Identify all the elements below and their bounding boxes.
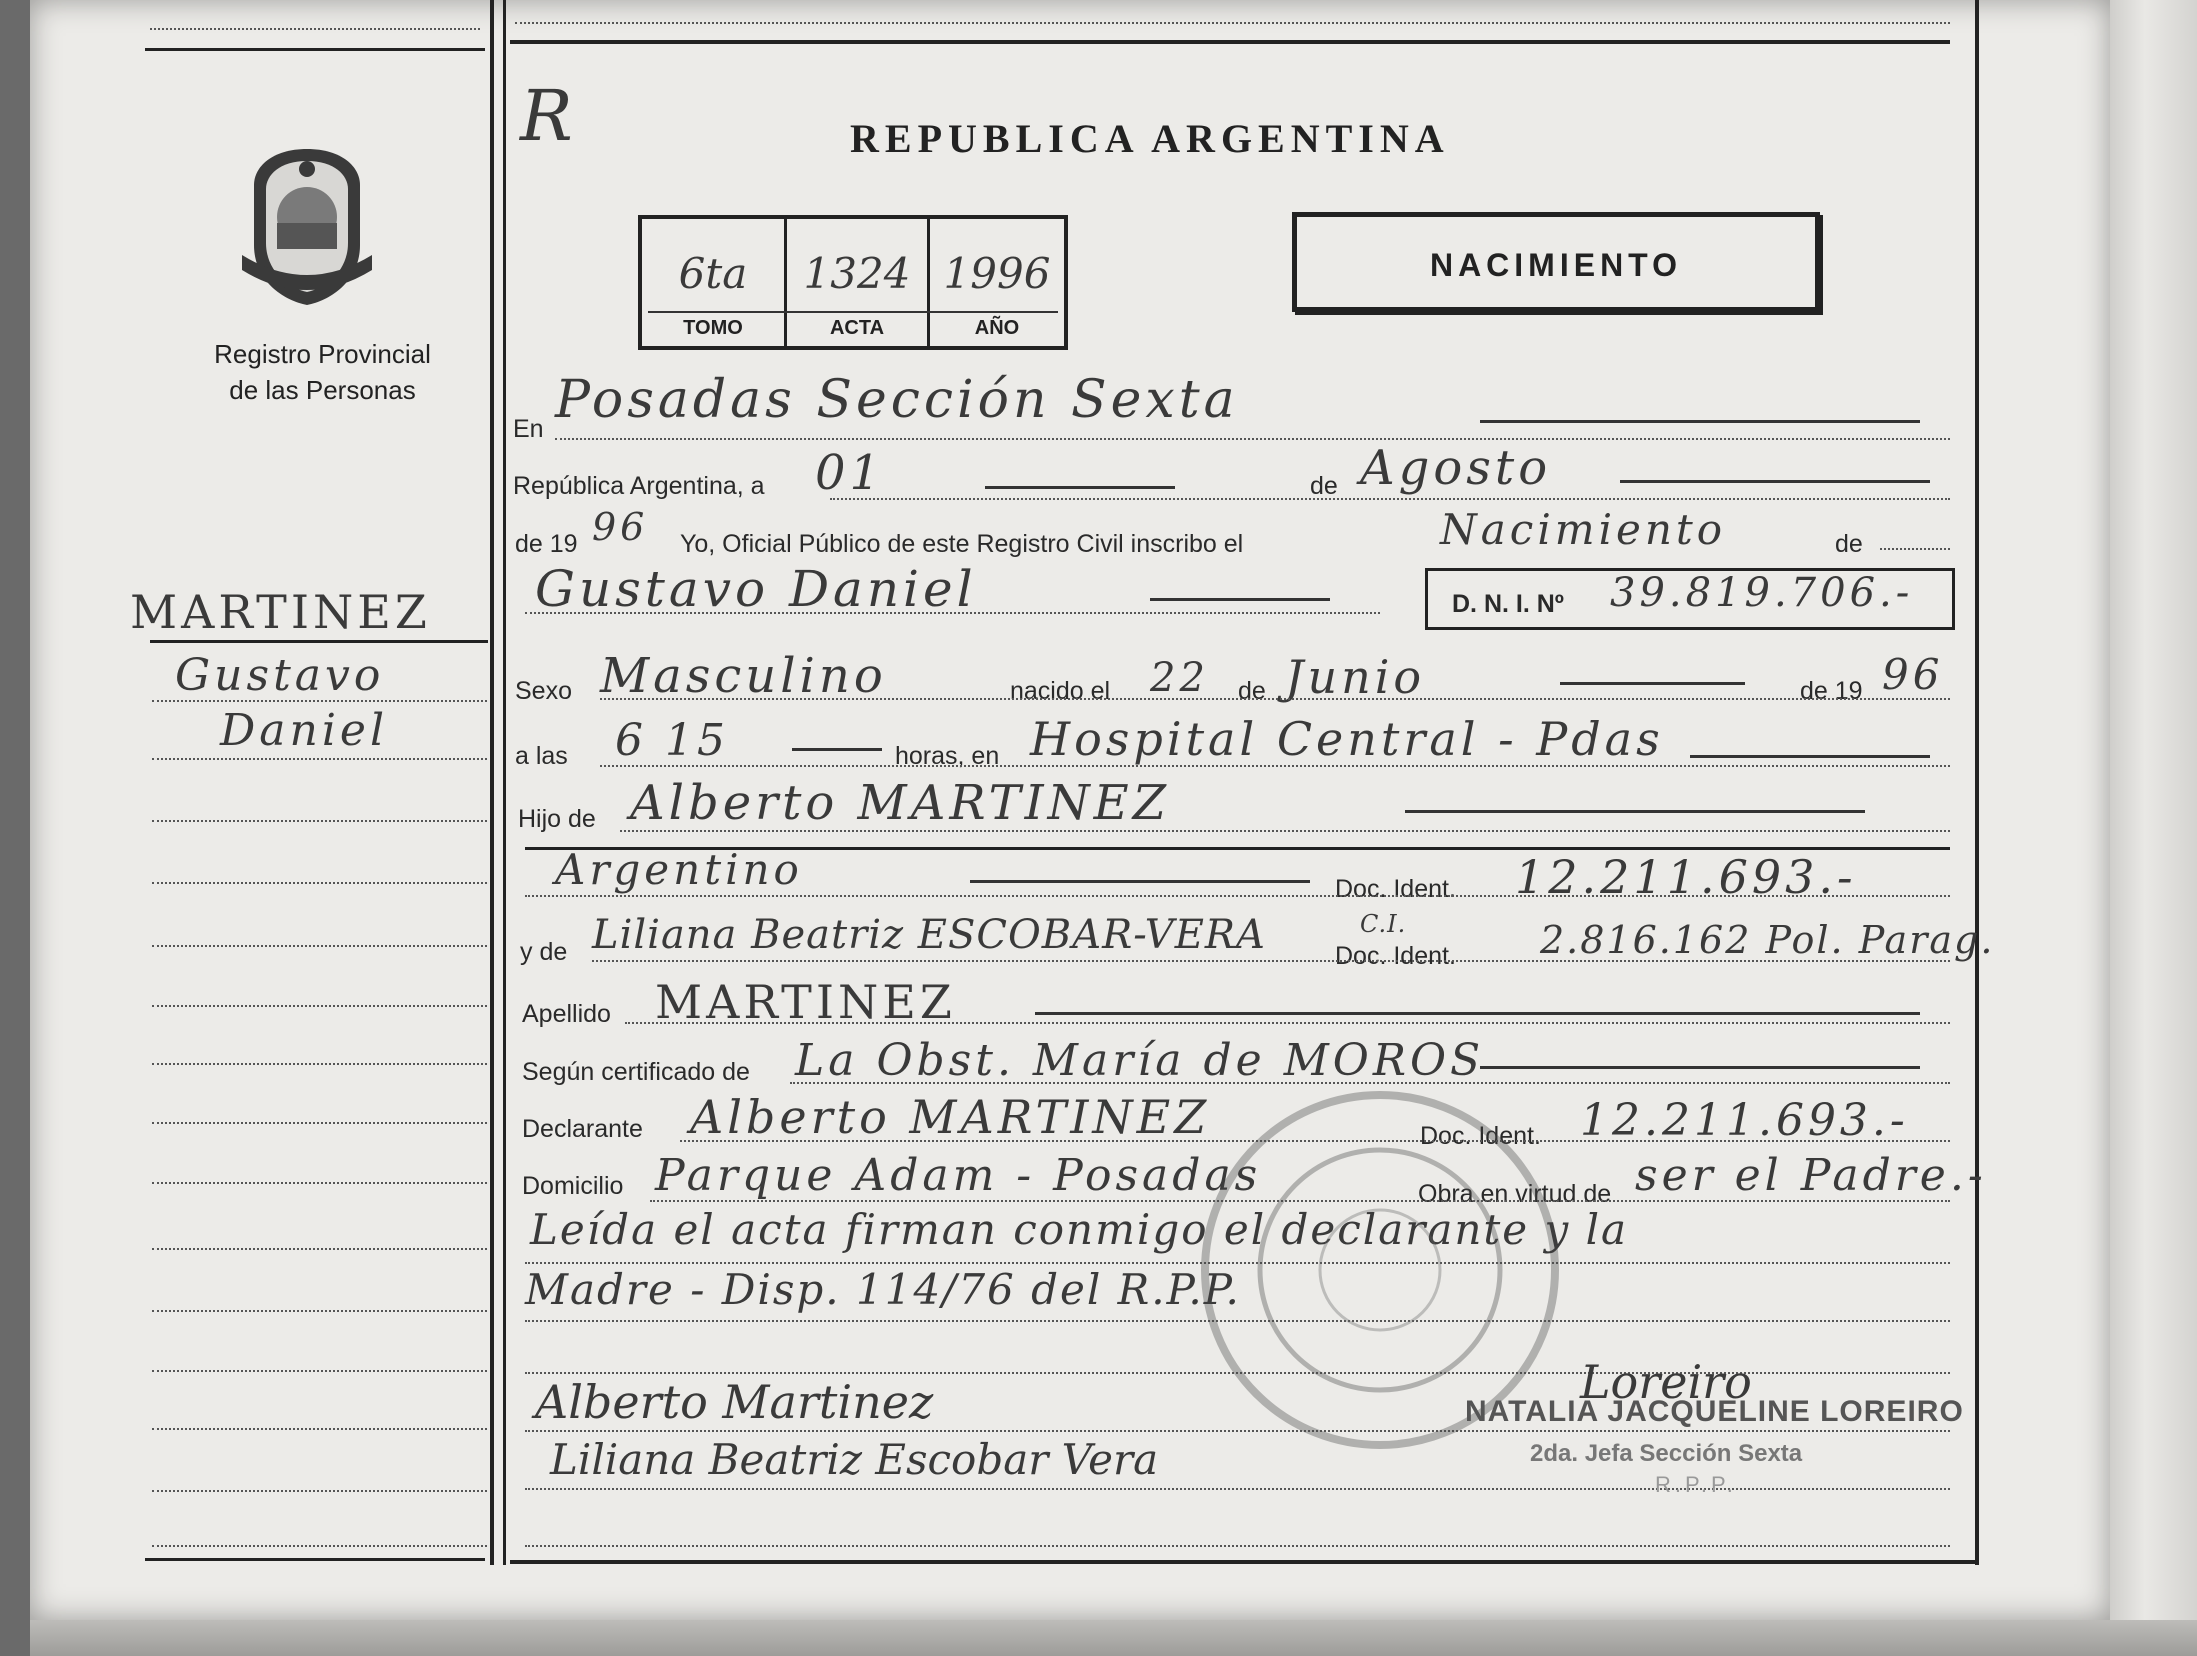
field-address: Parque Adam - Posadas	[655, 1150, 1262, 1201]
margin-line	[152, 1428, 487, 1430]
registry-name	[160, 336, 485, 408]
label-a-las: a las	[515, 742, 568, 770]
label-de-19-birth: de 19	[1800, 677, 1863, 705]
margin-line	[152, 1545, 487, 1547]
label-segun: Según certificado de	[522, 1058, 750, 1086]
field-father-nationality: Argentino	[555, 845, 803, 894]
field-place: Posadas Sección Sexta	[555, 370, 1239, 430]
form-top-rule	[510, 40, 1950, 44]
label-doc-ident-mother: Doc. Ident.	[1335, 942, 1456, 970]
field-birth-day: 22	[1150, 655, 1209, 701]
column-divider	[490, 0, 494, 1565]
signature-mother: Liliana Beatriz Escobar Vera	[550, 1435, 1159, 1484]
form-bottom-rule	[510, 1560, 1975, 1564]
margin-line	[152, 1122, 487, 1124]
row-dots	[830, 498, 1950, 500]
margin-first-name: Gustavo	[175, 650, 385, 701]
official-sub: R.P.P.	[1655, 1472, 1737, 1497]
official-role: 2da. Jefa Sección Sexta	[1530, 1440, 1803, 1467]
margin-line	[152, 1182, 487, 1184]
registry-name-line2: de las Personas	[229, 375, 416, 405]
field-sex: Masculino	[600, 648, 887, 704]
margin-middle-name: Daniel	[220, 705, 389, 756]
field-father-doc: 12.211.693.-	[1515, 850, 1857, 904]
label-de-month: de	[1310, 472, 1338, 500]
margin-line	[152, 1248, 487, 1250]
field-dni: 39.819.706.-	[1610, 570, 1914, 616]
row-dots	[525, 895, 1950, 897]
blank-line	[1480, 1066, 1920, 1069]
tomo-cell	[642, 219, 784, 346]
row-dots	[525, 612, 1380, 614]
label-domicilio: Domicilio	[522, 1172, 624, 1200]
label-horas-en: horas, en	[895, 742, 1000, 770]
label-declarante: Declarante	[522, 1115, 643, 1143]
label-de-event: de	[1835, 530, 1863, 558]
field-day: 01	[815, 445, 885, 501]
acta-value: 1324	[803, 249, 911, 298]
field-month: Agosto	[1360, 440, 1552, 496]
field-birth-month: Junio	[1285, 650, 1426, 704]
blank-line	[1150, 598, 1330, 601]
blank-line	[1560, 682, 1745, 685]
anio-label: AÑO	[974, 317, 1020, 339]
document-type: NACIMIENTO	[1429, 247, 1683, 283]
form-left-border	[503, 0, 506, 1565]
field-note-line2: Madre - Disp. 114/76 del R.P.P.	[525, 1265, 1241, 1314]
row-dots	[555, 438, 1950, 440]
field-year-suffix: 96	[592, 505, 649, 549]
blank-line	[792, 748, 882, 751]
label-sexo: Sexo	[515, 677, 572, 705]
label-y-de: y de	[520, 938, 568, 966]
label-nacido-el: nacido el	[1010, 677, 1111, 705]
blank-line	[1690, 755, 1930, 758]
field-note-line1: Leída el acta firman conmigo el declarante y la	[530, 1205, 1629, 1254]
row-dots	[600, 765, 1950, 767]
margin-bottom-rule	[145, 1558, 485, 1561]
form-right-border	[1975, 0, 1979, 1565]
record-number-box	[638, 215, 1068, 350]
margin-line	[152, 758, 487, 760]
label-dni: D. N. I. Nº	[1452, 590, 1564, 618]
page-edge-right	[2110, 0, 2197, 1656]
margin-note-rule	[150, 640, 488, 643]
row-dots	[625, 1022, 1950, 1024]
margin-top-rule	[145, 48, 485, 51]
signature-father: Alberto Martinez	[535, 1375, 934, 1429]
field-declarant-doc: 12.211.693.-	[1580, 1095, 1909, 1146]
field-mother-doc: 2.816.162 Pol. Parag.	[1540, 918, 1995, 962]
record-rule	[648, 311, 1058, 313]
field-event: Nacimiento	[1440, 505, 1727, 554]
provincial-seal-icon	[232, 145, 382, 310]
field-hour: 6 15	[615, 715, 729, 766]
registry-name-line1: Registro Provincial	[214, 339, 431, 369]
blank-line	[970, 880, 1310, 883]
blank-line	[1480, 420, 1920, 423]
acta-cell	[787, 219, 927, 346]
anio-cell	[930, 219, 1064, 346]
label-doc-ident-declarant: Doc. Ident.	[1420, 1122, 1541, 1150]
label-yo-oficial: Yo, Oficial Público de este Registro Civil inscribo el	[680, 530, 1244, 558]
field-obra: ser el Padre.-	[1635, 1150, 1987, 1201]
field-declarant: Alberto MARTINEZ	[690, 1090, 1211, 1144]
document-title: REPUBLICA ARGENTINA	[850, 116, 1450, 161]
official-name: NATALIA JACQUELINE LOREIRO	[1465, 1395, 1964, 1428]
document-type-box	[1292, 212, 1820, 312]
field-surname: MARTINEZ	[655, 975, 956, 1029]
blank-line	[1620, 480, 1930, 483]
field-mother: Liliana Beatriz ESCOBAR-VERA	[592, 912, 1266, 958]
margin-mark: R	[520, 75, 577, 157]
page-edge-bottom	[30, 1620, 2197, 1656]
label-apellido: Apellido	[522, 1000, 611, 1028]
blank-line	[1405, 810, 1865, 813]
field-person-name: Gustavo Daniel	[535, 560, 977, 618]
row-dots	[600, 698, 1950, 700]
tomo-label: TOMO	[683, 317, 743, 339]
acta-label: ACTA	[829, 317, 885, 339]
margin-line	[152, 945, 487, 947]
label-de-19: de 19	[515, 530, 578, 558]
field-mother-doc-type: C.I.	[1360, 910, 1407, 938]
label-doc-ident-father: Doc. Ident.	[1335, 875, 1456, 903]
margin-line	[152, 1370, 487, 1372]
field-father: Alberto MARTINEZ	[630, 775, 1171, 831]
margin-line	[152, 1063, 487, 1065]
tomo-value: 6ta	[678, 249, 748, 298]
row-dots	[525, 1545, 1950, 1547]
row-dots	[620, 830, 1950, 832]
blank-line	[1035, 1012, 1920, 1015]
margin-surname: MARTINEZ	[130, 585, 431, 639]
form-top-dots	[515, 22, 1950, 24]
label-hijo-de: Hijo de	[518, 805, 596, 833]
field-place-of-birth: Hospital Central - Pdas	[1030, 712, 1664, 766]
label-obra: Obra en virtud de	[1418, 1180, 1612, 1208]
label-republica: República Argentina, a	[513, 472, 765, 500]
row-dots	[1880, 548, 1950, 550]
margin-line	[152, 1490, 487, 1492]
margin-line	[152, 820, 487, 822]
anio-value: 1996	[943, 249, 1051, 298]
margin-top-dots	[150, 28, 480, 30]
margin-line	[152, 882, 487, 884]
label-en: En	[513, 415, 544, 443]
label-de-birth-month: de	[1238, 677, 1266, 705]
margin-line	[152, 1005, 487, 1007]
margin-line	[152, 1310, 487, 1312]
row-dots	[592, 960, 1950, 962]
signature-official: Loreiro	[1580, 1355, 1752, 1409]
blank-line	[985, 486, 1175, 489]
field-birth-year-suffix: 96	[1882, 650, 1944, 699]
field-certificate-by: La Obst. María de MOROS	[795, 1035, 1485, 1086]
